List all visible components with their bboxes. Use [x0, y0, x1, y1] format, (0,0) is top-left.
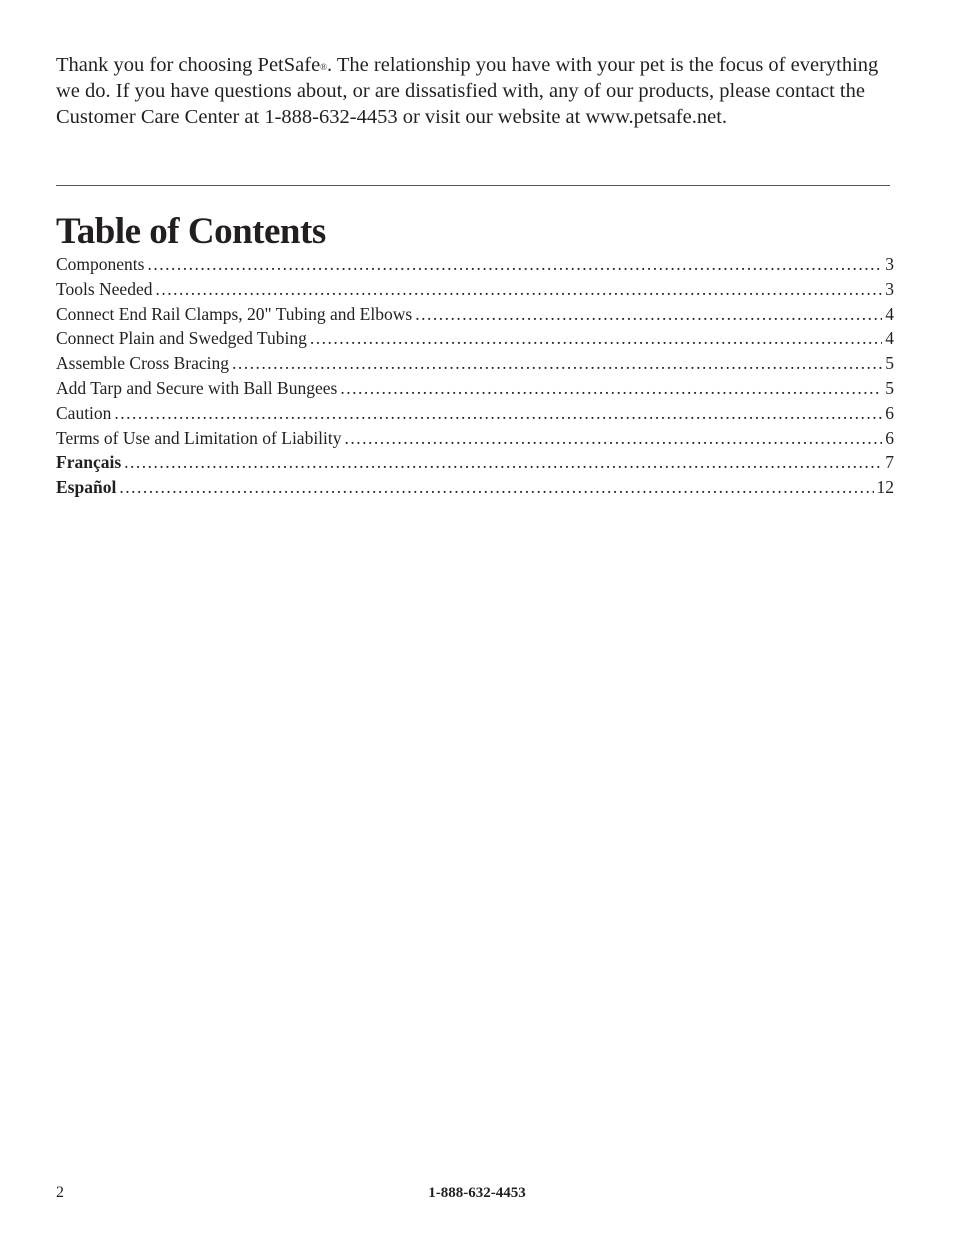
intro-text-rest: . The relationship you have with your pet is the focus of everything we do. If you have questions about, or are dissatisfied with, any of our products, please contact the Customer Care Center at 1-888-632-4453 or visit our website at www.petsafe.net. — [56, 54, 879, 128]
toc-leader — [232, 351, 882, 376]
toc-entry[interactable] — [56, 450, 894, 475]
toc-leader — [114, 401, 882, 426]
toc-entry-page: 3 — [885, 254, 894, 274]
toc-entry[interactable] — [56, 426, 894, 451]
registered-mark: ® — [320, 62, 328, 72]
footer-page-number: 2 — [56, 1184, 64, 1201]
toc-entry[interactable] — [56, 326, 894, 351]
toc-leader — [415, 302, 882, 327]
toc-entry-label: Connect End Rail Clamps, 20" Tubing and Elbows — [56, 303, 413, 324]
toc-entry[interactable] — [56, 277, 894, 302]
toc-leader — [340, 376, 882, 401]
toc-entry-label: Tools Needed — [56, 278, 153, 299]
toc-leader — [147, 252, 882, 277]
divider-line — [56, 185, 890, 186]
toc-list — [56, 252, 894, 500]
toc-entry-label: Components — [56, 254, 145, 274]
toc-entry[interactable] — [56, 351, 894, 376]
toc-leader — [124, 450, 882, 475]
toc-entry[interactable] — [56, 401, 894, 426]
toc-entry-page: 6 — [885, 402, 894, 423]
toc-leader — [155, 277, 882, 302]
toc-entry-label: Assemble Cross Bracing — [56, 353, 230, 374]
toc-entry-label: Français — [56, 452, 122, 473]
toc-entry-page: 4 — [885, 328, 894, 349]
toc-entry[interactable] — [56, 475, 894, 500]
toc-entry-label: Connect Plain and Swedged Tubing — [56, 328, 307, 349]
toc-entry-page: 3 — [885, 278, 894, 299]
toc-entry[interactable] — [56, 302, 894, 327]
toc-leader — [345, 426, 883, 451]
toc-entry-page: 6 — [885, 427, 894, 448]
toc-entry-page: 5 — [885, 377, 894, 398]
toc-entry[interactable] — [56, 252, 894, 277]
toc-title: Table of Contents — [56, 211, 326, 252]
toc-entry-label: Terms of Use and Limitation of Liability — [56, 427, 342, 448]
toc-entry-page: 12 — [876, 477, 894, 498]
toc-entry-page: 5 — [885, 353, 894, 374]
toc-entry-page: 4 — [885, 303, 894, 324]
footer-phone: 1-888-632-4453 — [428, 1185, 526, 1201]
intro-text-start: Thank you for choosing PetSafe — [56, 54, 321, 76]
toc-leader — [310, 326, 882, 351]
intro-paragraph — [56, 52, 906, 130]
toc-entry-page: 7 — [885, 452, 894, 473]
toc-entry[interactable] — [56, 376, 894, 401]
toc-entry-label: Caution — [56, 402, 112, 423]
toc-leader — [119, 475, 873, 500]
toc-entry-label: Add Tarp and Secure with Ball Bungees — [56, 377, 338, 398]
toc-entry-label: Español — [56, 477, 117, 498]
